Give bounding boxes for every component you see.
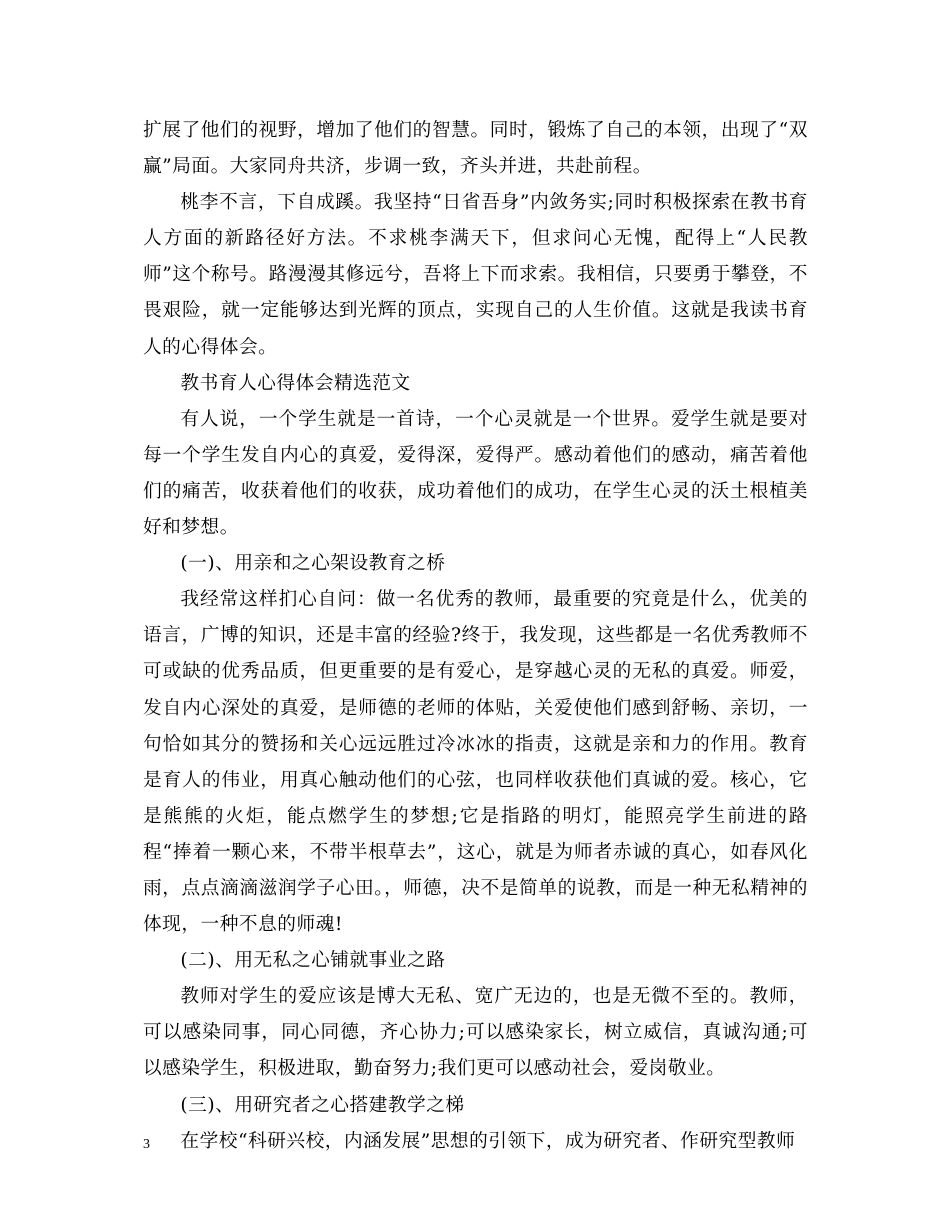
- heading-two: (二)、用无私之心铺就事业之路: [180, 950, 446, 972]
- paragraph-one: 我经常这样扪心自问：做一名优秀的教师，最重要的究竟是什么，优美的语言，广博的知识，还是丰富的经验?终于，我发现，这些都是一名优秀教师不可或缺的优秀品质，但更重要的是有爱心，是穿越心灵的无私的真爱。师爱，发自内心深处的真爱，是师德的老师的体贴，关爱使他们感到舒畅、亲切，一句恰如其分的赞扬和关心远远胜过冷冰冰的指责，这就是亲和力的作用。教育是育人的伟业，用真心触动他们的心弦，也同样收获他们真诚的爱。核心，它是熊熊的火炬，能点燃学生的梦想;它是指路的明灯，能照亮学生前进的路程“捧着一颗心来，不带半根草去”，这心，就是为师者赤诚的真心，如春风化雨，点点滴滴滋润学子心田。，师德，决不是简单的说教，而是一种无私精神的体现，一种不息的师魂!: [143, 589, 808, 936]
- section-title: 教书育人心得体会精选范文: [180, 372, 411, 394]
- paragraph-taoli: 桃李不言，下自成蹊。我坚持“日省吾身”内敛务实;同时积极探索在教书育人方面的新路径好方法。不求桃李满天下，但求问心无愧，配得上“人民教师”这个称号。路漫漫其修远兮，吾将上下而求索。我相信，只要勇于攀登，不畏艰险，就一定能够达到光辉的顶点，实现自己的人生价值。这就是我读书育人的心得体会。: [143, 192, 808, 358]
- paragraph-two: 教师对学生的爱应该是博大无私、宽广无边的，也是无微不至的。教师，可以感染同事，同心同德，齐心协力;可以感染家长，树立威信，真诚沟通;可以感染学生，积极进取，勤奋努力;我们更可以感动社会，爱岗敬业。: [143, 986, 808, 1080]
- paragraph-three: 在学校“科研兴校，内涵发展”思想的引领下，成为研究者、作研究型教师: [180, 1130, 796, 1152]
- paragraph-continuation: 扩展了他们的视野，增加了他们的智慧。同时，锻炼了自己的本领，出现了“双赢”局面。大家同舟共济，步调一致，齐头并进，共赴前程。: [143, 120, 808, 178]
- document-body: [143, 113, 808, 1160]
- paragraph-intro: 有人说，一个学生就是一首诗，一个心灵就是一个世界。爱学生就是要对每一个学生发自内心的真爱，爱得深，爱得严。感动着他们的感动，痛苦着他们的痛苦，收获着他们的收获，成功着他们的成功，在学生心灵的沃土根植美好和梦想。: [143, 408, 808, 539]
- heading-three: (三)、用研究者之心搭建教学之梯: [180, 1094, 465, 1116]
- heading-one: (一)、用亲和之心架设教育之桥: [180, 553, 446, 575]
- page-number: 3: [143, 1137, 150, 1152]
